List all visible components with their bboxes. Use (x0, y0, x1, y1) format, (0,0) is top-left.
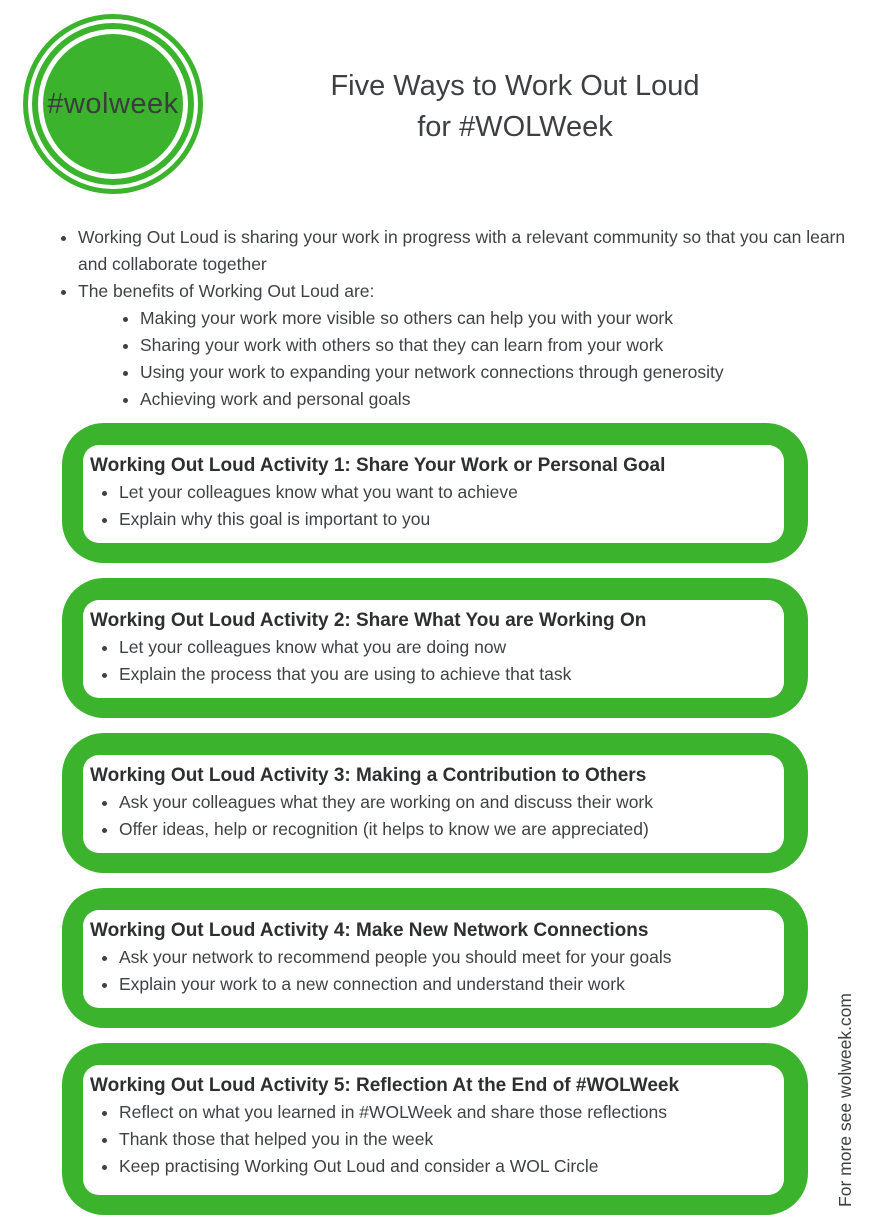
activity-card-4-inner (83, 910, 784, 1008)
activity-5-bullets (90, 1099, 774, 1180)
activities-section (62, 423, 808, 1229)
activity-bullet: • Offer ideas, help or recognition (it helps to know we are appreciated) (119, 816, 774, 843)
intro-item-text: The benefits of Working Out Loud are: (78, 281, 375, 301)
activity-1-title: Working Out Loud Activity 1: Share Your Work or Personal Goal (90, 455, 666, 476)
benefit-item: • Making your work more visible so others can help you with your work (140, 305, 868, 332)
activity-bullet: • Keep practising Working Out Loud and consider a WOL Circle (119, 1153, 774, 1180)
activity-4-bullets (90, 944, 774, 998)
activity-card-5 (62, 1043, 808, 1215)
activity-bullet: • Let your colleagues know what you want to achieve (119, 479, 774, 506)
activity-card-3 (62, 733, 808, 873)
wolweek-logo-text: #wolweek (47, 87, 179, 120)
activity-bullet: • Thank those that helped you in the week (119, 1126, 774, 1153)
activity-bullet: • Reflect on what you learned in #WOLWeek and share those reflections (119, 1099, 774, 1126)
activity-card-2 (62, 578, 808, 718)
benefit-item: • Achieving work and personal goals (140, 386, 868, 413)
benefits-list (78, 305, 868, 413)
activity-3-bullets (90, 789, 774, 843)
activity-bullet: • Explain your work to a new connection and understand their work (119, 971, 774, 998)
activity-card-2-inner (83, 600, 784, 698)
wolweek-logo (43, 34, 183, 174)
page-title (230, 66, 800, 148)
activity-bullet: • Explain the process that you are using to achieve that task (119, 661, 774, 688)
activity-card-1-inner (83, 445, 784, 543)
activity-2-title: Working Out Loud Activity 2: Share What You are Working On (90, 610, 647, 631)
intro-list (42, 224, 868, 413)
activity-4-title: Working Out Loud Activity 4: Make New Network Connections (90, 920, 649, 941)
activity-card-3-inner (83, 755, 784, 853)
benefit-item: • Sharing your work with others so that they can learn from your work (140, 332, 868, 359)
intro-item: • Working Out Loud is sharing your work in progress with a relevant community so that you can learn and collaborate together (78, 224, 868, 278)
activity-bullet: • Let your colleagues know what you are doing now (119, 634, 774, 661)
activity-bullet: • Ask your network to recommend people you should meet for your goals (119, 944, 774, 971)
intro-item (78, 278, 868, 413)
activity-card-5-inner (83, 1065, 784, 1195)
activity-bullet: • Ask your colleagues what they are working on and discuss their work (119, 789, 774, 816)
activity-3-title: Working Out Loud Activity 3: Making a Contribution to Others (90, 765, 647, 786)
activity-1-bullets (90, 479, 774, 533)
activity-card-1 (62, 423, 808, 563)
activity-card-4 (62, 888, 808, 1028)
activity-bullet: • Explain why this goal is important to you (119, 506, 774, 533)
activity-5-title: Working Out Loud Activity 5: Reflection At the End of #WOLWeek (90, 1075, 680, 1096)
activity-2-bullets (90, 634, 774, 688)
footer-note: For more see wolweek.com (835, 993, 855, 1207)
page-title-line-1: Five Ways to Work Out Loud (330, 70, 700, 102)
page-title-line-2: for #WOLWeek (417, 111, 613, 143)
benefit-item: • Using your work to expanding your network connections through generosity (140, 359, 868, 386)
